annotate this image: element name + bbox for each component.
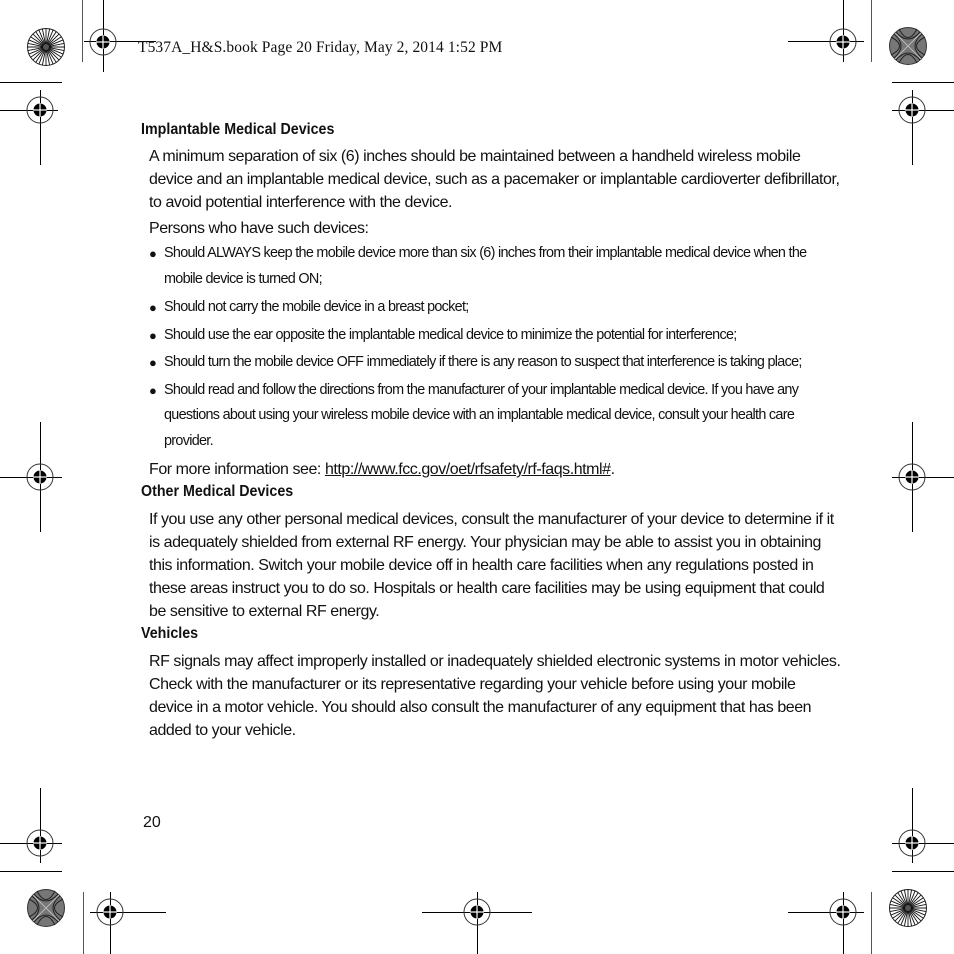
trim-mark <box>0 82 62 83</box>
registration-target-icon <box>829 898 857 926</box>
bullet-icon: ● <box>149 382 157 398</box>
bullet-list <box>141 241 841 454</box>
print-rosette-icon <box>889 27 927 65</box>
bullet-lead: Persons who have such devices: <box>149 220 369 237</box>
print-rosette-icon <box>27 28 65 66</box>
trim-mark <box>82 0 83 62</box>
list-item: ● Should turn the mobile device OFF immediately if there is any reason to suspect that interference is taking place; <box>149 350 841 376</box>
trim-mark <box>0 871 62 872</box>
bullet-icon: ● <box>149 300 157 315</box>
trim-mark <box>83 892 84 954</box>
section-heading: Other Medical Devices <box>141 483 294 500</box>
trim-mark <box>892 82 954 83</box>
page-number: 20 <box>143 814 161 831</box>
list-item: ● Should read and follow the directions from the manufacturer of your implantable medical device. If you have any questions about using your wireless mobile device with an implantable medical device, consult your health care provider. <box>149 378 841 455</box>
fcc-rf-faq-link[interactable]: http://www.fcc.gov/oet/rfsafety/rf-faqs.html# <box>324 461 611 478</box>
print-rosette-icon <box>27 889 65 927</box>
trim-mark <box>892 871 954 872</box>
list-item: ● Should ALWAYS keep the mobile device more than six (6) inches from their implantable medical device when the mobile device is turned ON; <box>149 241 841 292</box>
book-slug-line: T537A_H&S.book Page 20 Friday, May 2, 2014 1:52 PM <box>138 39 503 56</box>
section-heading: Implantable Medical Devices <box>141 121 335 138</box>
more-info-line: For more information see: http://www.fcc.gov/oet/rfsafety/rf-faqs.html#. <box>149 461 615 478</box>
registration-target-icon <box>898 463 926 491</box>
registration-target-icon <box>463 898 491 926</box>
page-content <box>141 119 841 742</box>
registration-target-icon <box>898 96 926 124</box>
trim-mark <box>871 892 872 954</box>
trim-mark <box>871 0 872 62</box>
registration-target-icon <box>898 829 926 857</box>
print-rosette-icon <box>889 889 927 927</box>
section-vehicles <box>141 623 841 742</box>
section-other-medical-devices <box>141 481 841 623</box>
section-implantable-medical-devices <box>141 119 841 481</box>
bullet-icon: ● <box>149 355 157 370</box>
bullet-icon: ● <box>149 327 157 343</box>
section-body: If you use any other personal medical devices, consult the manufacturer of your device to determine if it is adequately shielded from external RF energy. Your physician may be able to assist you in obtaining this information. Switch your mobile device off in health care facilities when any regulations posted in these areas instruct you to do so. Hospitals or health care facilities may be using equipment that could be sensitive to external RF energy. <box>149 511 834 620</box>
registration-target-icon <box>96 898 124 926</box>
section-body: RF signals may affect improperly installed or inadequately shielded electronic systems in motor vehicles. Check with the manufacturer or its representative regarding your vehicle before using your mobile device in a motor vehicle. You should also consult the manufacturer of any equipment that has been added to your vehicle. <box>149 653 841 739</box>
registration-target-icon <box>26 463 54 491</box>
registration-target-icon <box>89 28 117 56</box>
registration-target-icon <box>26 96 54 124</box>
section-heading: Vehicles <box>141 625 199 642</box>
list-item: ● Should use the ear opposite the implantable medical device to minimize the potential for interference; <box>149 323 841 349</box>
section-intro: A minimum separation of six (6) inches should be maintained between a handheld wireless mobile device and an implantable medical device, such as a pacemaker or implantable cardioverter defibrillator, to avoid potential interference with the device. <box>149 148 840 211</box>
registration-target-icon <box>26 829 54 857</box>
bullet-icon: ● <box>149 246 157 261</box>
list-item: ● Should not carry the mobile device in a breast pocket; <box>149 295 841 321</box>
registration-target-icon <box>829 28 857 56</box>
